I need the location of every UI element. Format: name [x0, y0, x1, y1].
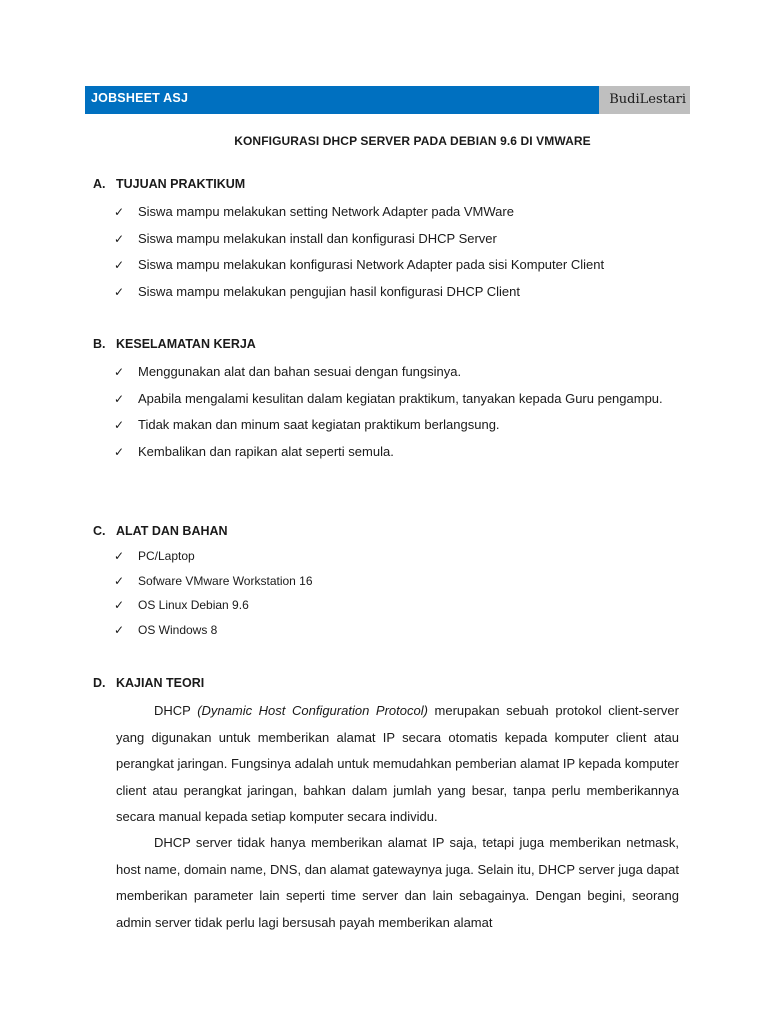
list-item: ✓ Kembalikan dan rapikan alat seperti semula. [114, 439, 683, 466]
header-jobsheet-label: JOBSHEET ASJ [85, 86, 599, 114]
section-title: ALAT DAN BAHAN [116, 524, 228, 538]
checkmark-icon: ✓ [114, 365, 125, 379]
section-heading [93, 524, 683, 544]
checkmark-icon: ✓ [114, 205, 125, 219]
checkmark-icon: ✓ [114, 549, 125, 563]
list-item: ✓ Siswa mampu melakukan setting Network Adapter pada VMWare [114, 199, 683, 226]
document-title: KONFIGURASI DHCP SERVER PADA DEBIAN 9.6 DI VMWARE [234, 134, 591, 148]
section-keselamatan-kerja [93, 337, 683, 465]
checkmark-icon: ✓ [114, 231, 125, 246]
checkmark-icon: ✓ [114, 573, 125, 588]
bullet-list [114, 544, 683, 642]
section-title: TUJUAN PRAKTIKUM [116, 177, 246, 191]
italic-term: (Dynamic Host Configuration Protocol) [197, 703, 428, 718]
checkmark-icon: ✓ [114, 444, 125, 459]
section-kajian-teori [93, 676, 683, 696]
list-item: ✓ Siswa mampu melakukan konfigurasi Network Adapter pada sisi Komputer Client [114, 252, 683, 279]
section-letter: B. [93, 337, 106, 351]
checkmark-icon: ✓ [114, 284, 125, 299]
bullet-list [114, 199, 683, 305]
list-item: ✓ Siswa mampu melakukan install dan konfigurasi DHCP Server [114, 226, 683, 253]
list-item: ✓ Sofware VMware Workstation 16 [114, 569, 683, 594]
list-item: ✓ Tidak makan dan minum saat kegiatan praktikum berlangsung. [114, 412, 683, 439]
list-item: ✓ Siswa mampu melakukan pengujian hasil konfigurasi DHCP Client [114, 279, 683, 306]
section-letter: A. [93, 177, 106, 191]
header-author-tag: BudiLestari [599, 86, 690, 114]
checkmark-icon: ✓ [114, 598, 125, 612]
list-item: ✓ Apabila mengalami kesulitan dalam kegiatan praktikum, tanyakan kepada Guru pengampu. [114, 386, 683, 413]
section-heading [93, 177, 683, 197]
section-heading [93, 676, 683, 696]
section-letter: D. [93, 676, 106, 690]
bullet-list [114, 359, 683, 465]
list-item: ✓ OS Linux Debian 9.6 [114, 593, 683, 618]
section-alat-dan-bahan [93, 524, 683, 642]
section-letter: C. [93, 524, 106, 538]
paragraph-dhcp-server: DHCP server tidak hanya memberikan alamat IP saja, tetapi juga memberikan netmask, host name, domain name, DNS, dan alamat gatewaynya juga. Selain itu, DHCP server juga dapat memberikan parameter lain seperti time server dan lain sebagainya. Dengan begini, seorang admin server tidak perlu lagi bersusah payah memberikan alamat [116, 835, 679, 930]
list-item: ✓ PC/Laptop [114, 544, 683, 569]
section-title: KAJIAN TEORI [116, 676, 205, 690]
checkmark-icon: ✓ [114, 258, 125, 272]
checkmark-icon: ✓ [114, 391, 125, 406]
section-title: KESELAMATAN KERJA [116, 337, 256, 351]
section-heading [93, 337, 683, 357]
list-item: ✓ Menggunakan alat dan bahan sesuai dengan fungsinya. [114, 359, 683, 386]
checkmark-icon: ✓ [114, 418, 125, 432]
paragraph-dhcp-definition: DHCP (Dynamic Host Configuration Protocol) merupakan sebuah protokol client-server yang digunakan untuk memberikan alamat IP secara otomatis kepada komputer client atau perangkat jaringan. Fungsinya adalah untuk memudahkan pemberian alamat IP kepada komputer client atau perangkat jaringan, bahkan dalam jumlah yang besar, tanpa perlu memberikannya secara manual kepada setiap komputer secara individu. [116, 703, 679, 824]
section-tujuan-praktikum [93, 177, 683, 305]
list-item: ✓ OS Windows 8 [114, 618, 683, 643]
checkmark-icon: ✓ [114, 622, 125, 637]
page-header [85, 86, 690, 114]
